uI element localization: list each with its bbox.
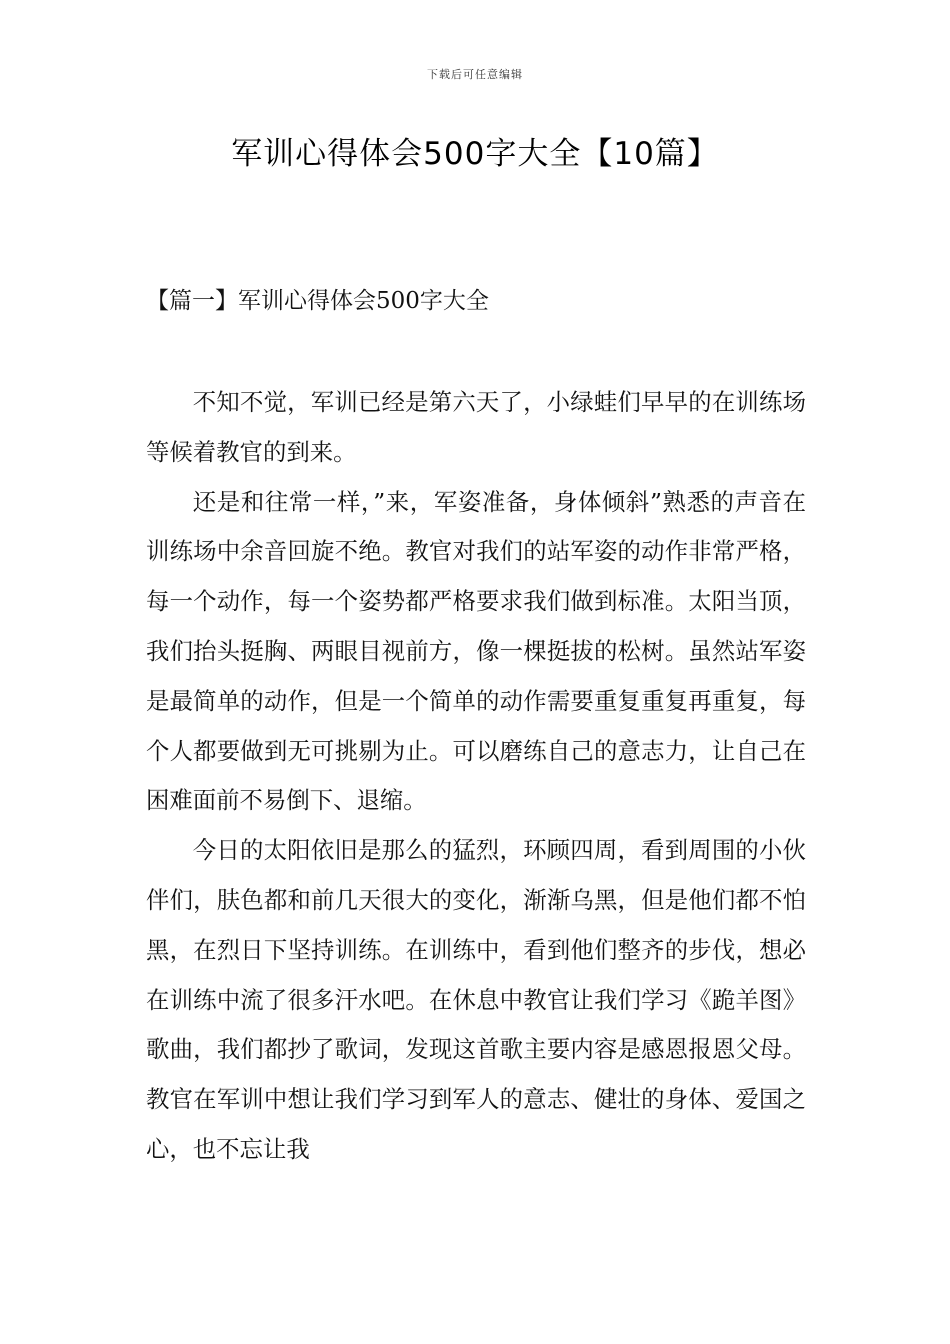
body-text [146,378,806,1175]
paragraph-3: 今日的太阳依旧是那么的猛烈，环顾四周，看到周围的小伙伴们，肤色都和前几天很大的变化，渐渐乌黑，但是他们都不怕黑，在烈日下坚持训练。在训练中，看到他们整齐的步伐，想必在训练中流了很多汗水吧。在休息中教官让我们学习《跪羊图》歌曲，我们都抄了歌词，发现这首歌主要内容是感恩报恩父母。教官在军训中想让我们学习到军人的意志、健壮的身体、爱国之心，也不忘让我 [146,836,806,1163]
paragraph-1: 不知不觉，军训已经是第六天了，小绿蛙们早早的在训练场等候着教官的到来。 [146,388,806,466]
document-title: 军训心得体会500字大全【10篇】 [231,136,719,172]
header-note: 下载后可任意编辑 [427,68,523,81]
section-heading: 【篇一】军训心得体会500字大全 [146,288,489,314]
paragraph-2: 还是和往常一样，”来，军姿准备，身体倾斜”熟悉的声音在训练场中余音回旋不绝。教官对我们的站军姿的动作非常严格，每一个动作，每一个姿势都严格要求我们做到标准。太阳当顶，我们抬头挺胸、两眼目视前方，像一棵挺拔的松树。虽然站军姿是最简单的动作，但是一个简单的动作需要重复重复再重复，每个人都要做到无可挑剔为止。可以磨练自己的意志力，让自己在困难面前不易倒下、退缩。 [146,487,806,815]
